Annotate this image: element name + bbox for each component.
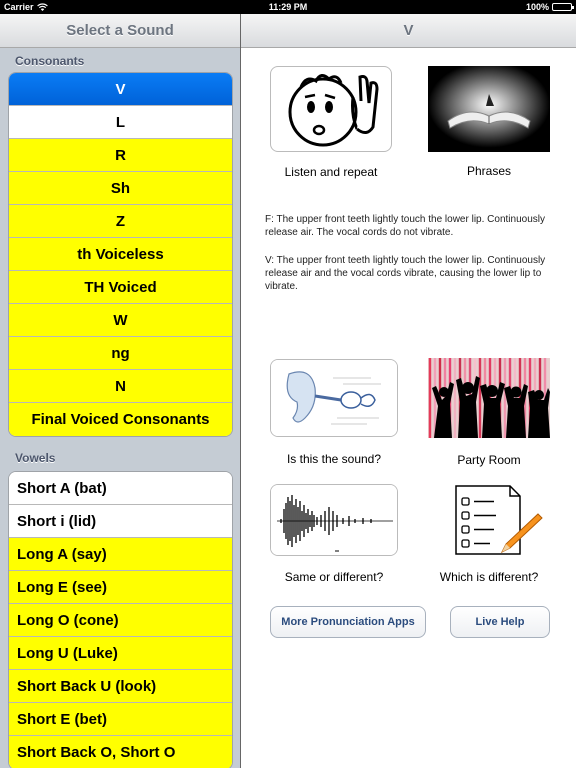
ear-anatomy-icon: [271, 360, 398, 437]
sound-item-label: Sh: [110, 179, 131, 197]
sound-list-pane: [0, 14, 240, 768]
sound-item-n[interactable]: [9, 370, 232, 403]
detail-nav-bar: [241, 14, 576, 48]
sound-item-label: TH Voiced: [84, 278, 157, 296]
sound-item-final-voiced[interactable]: [9, 403, 232, 436]
sound-item-long-e[interactable]: [9, 571, 232, 604]
sound-item-r[interactable]: [9, 139, 232, 172]
sound-item-label: W: [113, 311, 128, 329]
sound-item-long-u[interactable]: [9, 637, 232, 670]
party-silhouette-icon: [428, 358, 550, 438]
same-different-button[interactable]: [270, 484, 398, 556]
same-different-label: Same or different?: [284, 570, 384, 584]
detail-pane: [241, 14, 576, 768]
sound-item-ng[interactable]: [9, 337, 232, 370]
battery-percent: 100%: [525, 2, 549, 12]
sound-item-label: L: [115, 113, 126, 131]
live-help-button[interactable]: Live Help: [450, 606, 550, 638]
f-description: F: The upper front teeth lightly touch the lower lip. Continuously release air. The vocal cords do not vibrate.: [265, 214, 545, 238]
which-different-label: Which is different?: [439, 570, 539, 584]
sound-item-label: Z: [115, 212, 126, 230]
sound-item-l[interactable]: [9, 106, 232, 139]
sound-item-label: N: [115, 377, 126, 395]
status-bar: [0, 0, 576, 14]
sound-item-label: Long E (see): [17, 578, 108, 596]
sound-item-z[interactable]: [9, 205, 232, 238]
sound-item-label: Long O (cone): [17, 611, 119, 629]
master-nav-bar: [0, 14, 240, 48]
detail-title: V: [403, 22, 414, 39]
sound-item-label: R: [115, 146, 126, 164]
carrier-label: Carrier: [4, 2, 34, 12]
phrases-button[interactable]: [428, 66, 550, 152]
sound-item-label: V: [115, 80, 126, 98]
vowels-header: Vowels: [15, 451, 56, 465]
which-different-button[interactable]: [454, 484, 544, 556]
sound-item-short-back-u[interactable]: [9, 670, 232, 703]
phrases-label: Phrases: [466, 164, 512, 178]
sound-item-long-a[interactable]: [9, 538, 232, 571]
consonants-header: Consonants: [15, 54, 85, 68]
sound-item-label: Short Back U (look): [17, 677, 157, 695]
vowels-group: [8, 471, 233, 768]
master-title: Select a Sound: [66, 22, 174, 39]
listen-repeat-label: Listen and repeat: [284, 165, 378, 179]
sound-item-th-voiced[interactable]: [9, 271, 232, 304]
sound-item-label: Short E (bet): [17, 710, 107, 728]
sound-item-label: Final Voiced Consonants: [31, 411, 210, 428]
sound-item-short-i[interactable]: [9, 505, 232, 538]
sound-item-long-o[interactable]: [9, 604, 232, 637]
sound-item-v[interactable]: [9, 73, 232, 106]
sound-item-th-voiceless[interactable]: [9, 238, 232, 271]
listen-repeat-button[interactable]: [270, 66, 392, 152]
party-room-button[interactable]: [428, 358, 550, 438]
sound-item-w[interactable]: [9, 304, 232, 337]
battery-icon: [552, 3, 572, 11]
checklist-pencil-icon: [454, 484, 544, 556]
sound-item-label: Long A (say): [17, 545, 107, 563]
sound-item-label: Long U (Luke): [17, 644, 118, 662]
open-book-icon: [428, 66, 550, 152]
sound-item-sh[interactable]: [9, 172, 232, 205]
is-this-sound-button[interactable]: [270, 359, 398, 437]
listening-face-icon: [271, 67, 392, 152]
sound-item-label: Short A (bat): [17, 479, 107, 497]
sound-item-label: Short Back O, Short O: [17, 744, 176, 761]
more-pronunciation-apps-button[interactable]: More Pronunciation Apps: [270, 606, 426, 638]
v-description: V: The upper front teeth lightly touch the lower lip. Continuously release air and the vocal cords vibrate, causing the lower lip to vibrate.: [265, 255, 546, 292]
party-room-label: Party Room: [457, 453, 521, 467]
sound-item-label: th Voiceless: [77, 245, 164, 263]
sound-item-short-a[interactable]: [9, 472, 232, 505]
wifi-icon: [37, 3, 48, 11]
clock: 11:29 PM: [268, 2, 308, 12]
sound-item-label: Short i (lid): [17, 512, 97, 530]
is-this-sound-label: Is this the sound?: [286, 452, 382, 466]
sound-item-short-back-o[interactable]: [9, 736, 232, 768]
consonants-group: [8, 72, 233, 437]
sound-item-label: ng: [111, 344, 130, 362]
sound-item-short-e[interactable]: [9, 703, 232, 736]
waveform-icon: [271, 485, 398, 556]
